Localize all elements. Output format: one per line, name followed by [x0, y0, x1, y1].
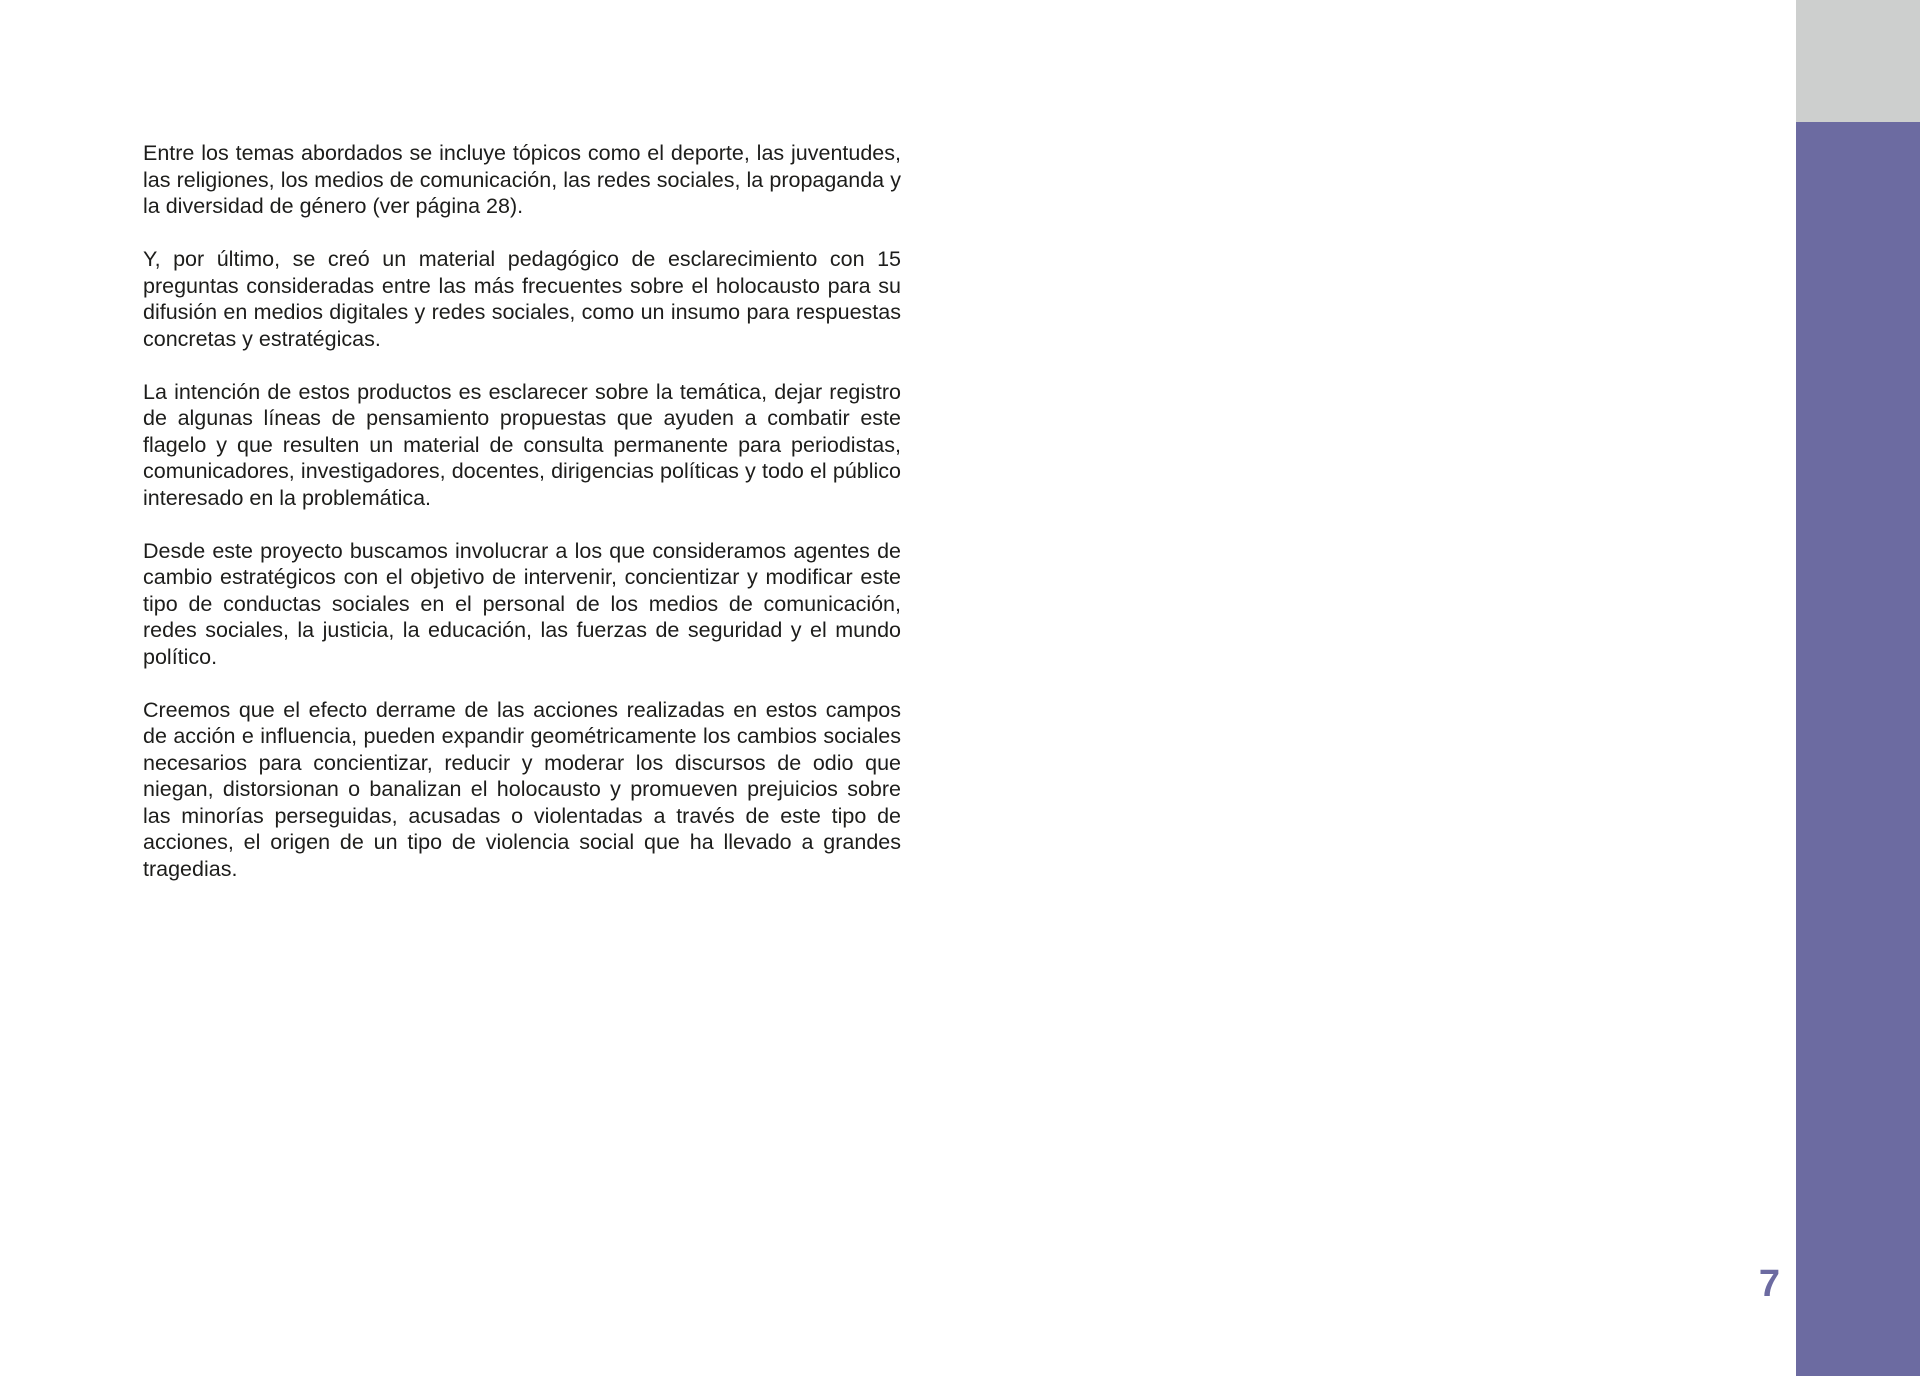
- paragraph-project-goal: Desde este proyecto buscamos involucrar a los que consideramos agentes de cambio estratégicos con el objetivo de intervenir, concientizar y modificar este tipo de conductas sociales en el personal de los medios de comunicación, redes sociales, la justicia, la educación, las fuerzas de seguridad y el mundo político.: [143, 538, 901, 669]
- sidebar-purple-band: [1796, 122, 1920, 1376]
- body-text-column: [143, 140, 901, 909]
- paragraph-topics: Entre los temas abordados se incluye tópicos como el deporte, las juventudes, las religiones, los medios de comunicación, las redes sociales, la propaganda y la diversidad de género (ver página 28).: [143, 141, 901, 218]
- page-number: 7: [1758, 1263, 1780, 1305]
- sidebar-top-gray-block: [1796, 0, 1920, 122]
- paragraph-intention: La intención de estos productos es esclarecer sobre la temática, dejar registro de algunas líneas de pensamiento propuestas que ayuden a combatir este flagelo y que resulten un material de consulta permanente para periodistas, comunicadores, investigadores, docentes, dirigencias políticas y todo el público interesado en la problemática.: [143, 379, 901, 510]
- paragraph-pedagogical-material: Y, por último, se creó un material pedagógico de esclarecimiento con 15 preguntas consideradas entre las más frecuentes sobre el holocausto para su difusión en medios digitales y redes sociales, como un insumo para respuestas concretas y estratégicas.: [143, 247, 901, 351]
- paragraph-spillover-effect: Creemos que el efecto derrame de las acciones realizadas en estos campos de acción e influencia, pueden expandir geométricamente los cambios sociales necesarios para concientizar, reducir y moderar los discursos de odio que niegan, distorsionan o banalizan el holocausto y promueven prejuicios sobre las minorías perseguidas, acusadas o violentadas a través de este tipo de acciones, el origen de un tipo de violencia social que ha llevado a grandes tragedias.: [143, 697, 901, 881]
